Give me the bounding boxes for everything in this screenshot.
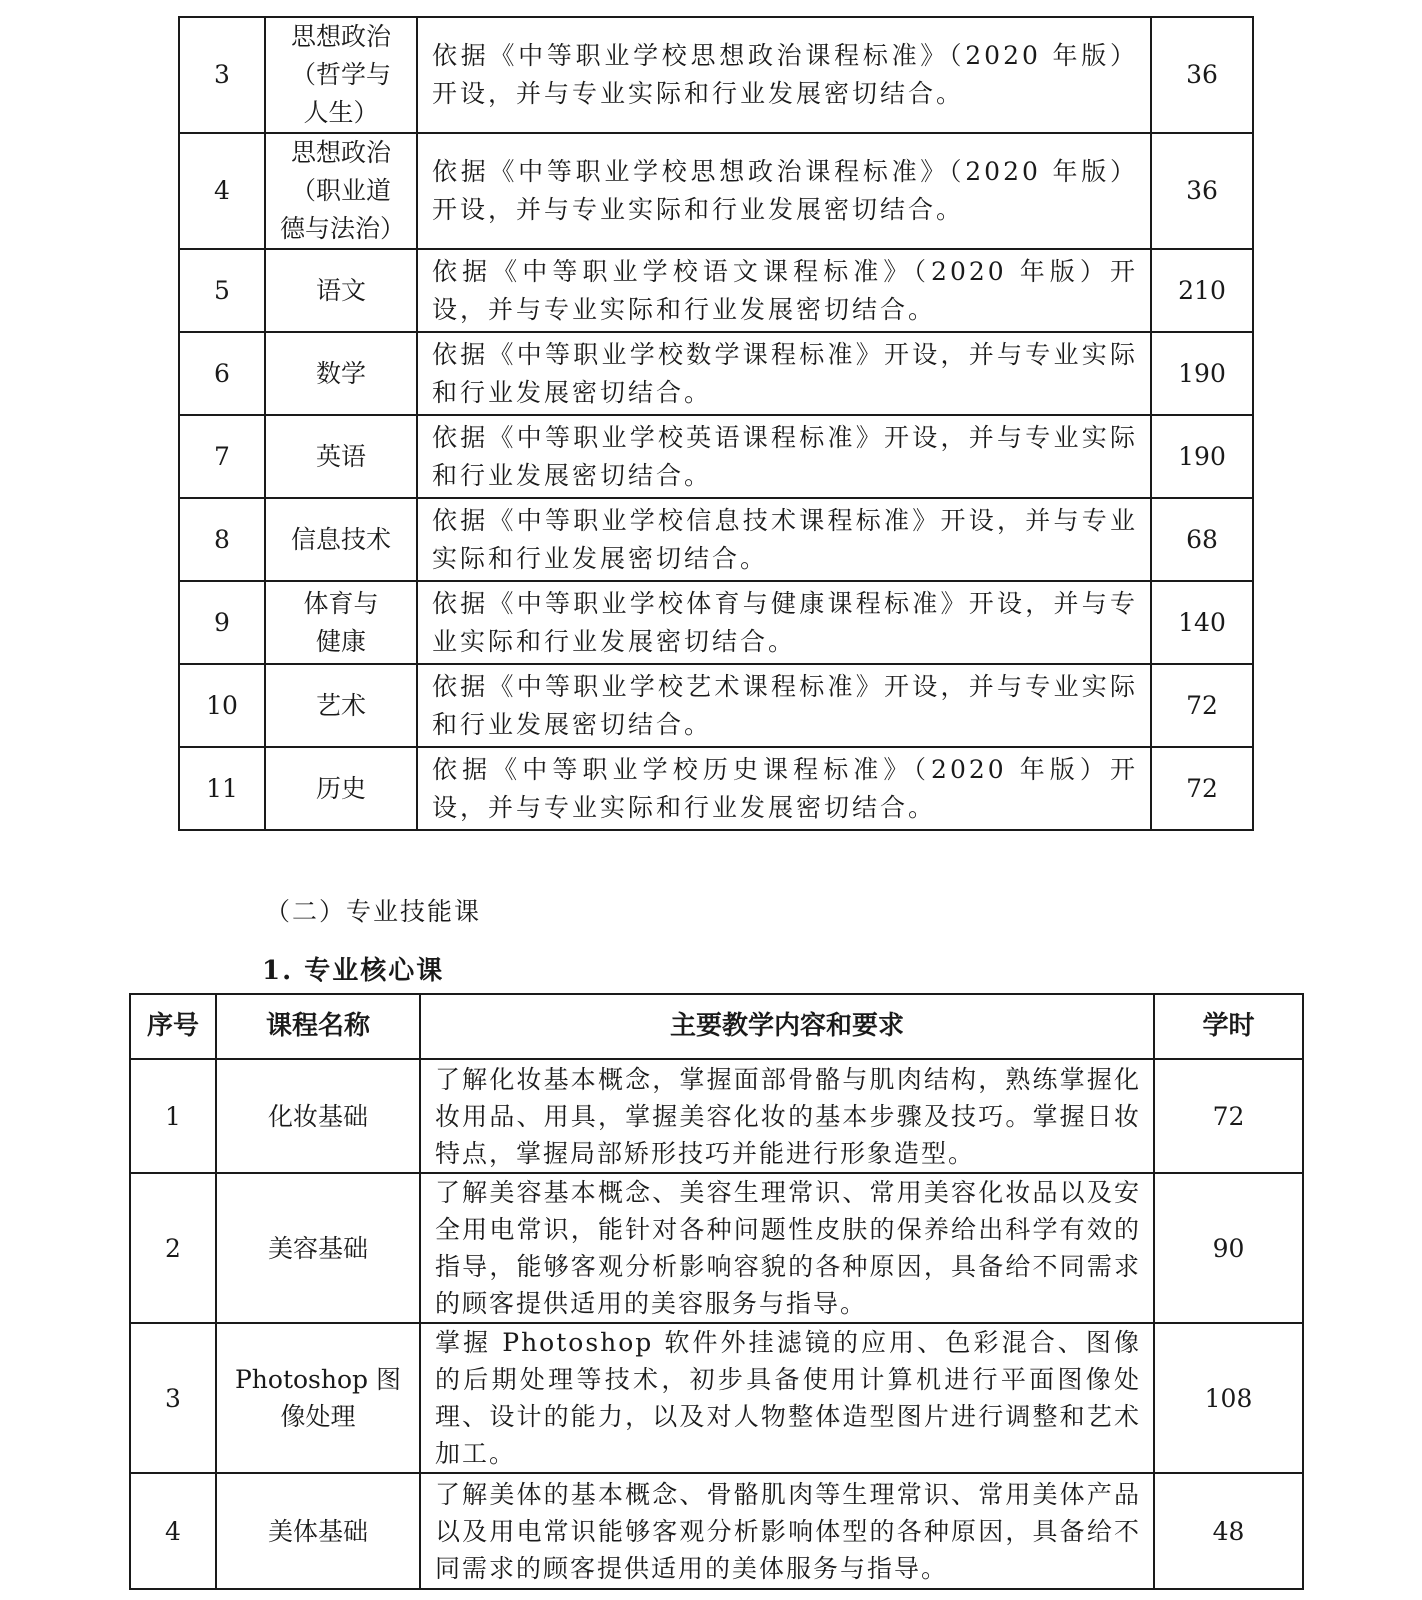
core-course-table xyxy=(129,993,1304,1590)
header-content: 主要教学内容和要求 xyxy=(420,994,1154,1059)
row-number: 1 xyxy=(130,1059,216,1173)
course-content: 依据《中等职业学校英语课程标准》开设，并与专业实际和行业发展密切结合。 xyxy=(417,415,1151,498)
table-row xyxy=(130,1473,1303,1589)
course-content: 掌握 Photoshop 软件外挂滤镜的应用、色彩混合、图像的后期处理等技术，初步具备使用计算机进行平面图像处理、设计的能力，以及对人物整体造型图片进行调整和艺术加工。 xyxy=(420,1323,1154,1473)
section-heading-core-courses: 1. 专业核心课 xyxy=(262,956,445,986)
course-name: 化妆基础 xyxy=(216,1059,420,1173)
table-row xyxy=(179,581,1253,664)
course-name: 语文 xyxy=(265,249,417,332)
course-name: 信息技术 xyxy=(265,498,417,581)
course-name: 思想政治（职业道德与法治） xyxy=(265,133,417,249)
table-row xyxy=(179,747,1253,830)
course-hours: 72 xyxy=(1151,747,1253,830)
section-heading-professional-skills: （二）专业技能课 xyxy=(265,897,482,926)
course-hours: 190 xyxy=(1151,332,1253,415)
table-header-row xyxy=(130,994,1303,1059)
course-hours: 68 xyxy=(1151,498,1253,581)
row-number: 6 xyxy=(179,332,265,415)
table-row xyxy=(179,17,1253,133)
public-course-table xyxy=(178,16,1254,831)
course-hours: 48 xyxy=(1154,1473,1303,1589)
row-number: 9 xyxy=(179,581,265,664)
course-content: 了解美容基本概念、美容生理常识、常用美容化妆品以及安全用电常识，能针对各种问题性皮肤的保养给出科学有效的指导，能够客观分析影响容貌的各种原因，具备给不同需求的顾客提供适用的美容服务与指导。 xyxy=(420,1173,1154,1323)
row-number: 4 xyxy=(130,1473,216,1589)
row-number: 10 xyxy=(179,664,265,747)
course-content: 依据《中等职业学校思想政治课程标准》（2020 年版）开设，并与专业实际和行业发展密切结合。 xyxy=(417,133,1151,249)
row-number: 3 xyxy=(179,17,265,133)
course-content: 了解美体的基本概念、骨骼肌肉等生理常识、常用美体产品以及用电常识能够客观分析影响体型的各种原因，具备给不同需求的顾客提供适用的美体服务与指导。 xyxy=(420,1473,1154,1589)
course-content: 依据《中等职业学校艺术课程标准》开设，并与专业实际和行业发展密切结合。 xyxy=(417,664,1151,747)
row-number: 2 xyxy=(130,1173,216,1323)
course-hours: 210 xyxy=(1151,249,1253,332)
course-hours: 36 xyxy=(1151,17,1253,133)
course-hours: 90 xyxy=(1154,1173,1303,1323)
course-name: 英语 xyxy=(265,415,417,498)
row-number: 5 xyxy=(179,249,265,332)
table-row xyxy=(130,1323,1303,1473)
course-content: 依据《中等职业学校思想政治课程标准》（2020 年版）开设，并与专业实际和行业发展密切结合。 xyxy=(417,17,1151,133)
course-name: 美容基础 xyxy=(216,1173,420,1323)
table-row xyxy=(179,332,1253,415)
course-name: Photoshop 图像处理 xyxy=(216,1323,420,1473)
table-row xyxy=(179,498,1253,581)
course-name: 数学 xyxy=(265,332,417,415)
course-name: 体育与健康 xyxy=(265,581,417,664)
row-number: 3 xyxy=(130,1323,216,1473)
course-name: 艺术 xyxy=(265,664,417,747)
course-name: 思想政治（哲学与人生） xyxy=(265,17,417,133)
table-row xyxy=(130,1173,1303,1323)
course-hours: 190 xyxy=(1151,415,1253,498)
row-number: 7 xyxy=(179,415,265,498)
course-content: 依据《中等职业学校历史课程标准》（2020 年版）开设，并与专业实际和行业发展密切结合。 xyxy=(417,747,1151,830)
course-hours: 36 xyxy=(1151,133,1253,249)
row-number: 11 xyxy=(179,747,265,830)
table-row xyxy=(179,133,1253,249)
table-row xyxy=(179,664,1253,747)
row-number: 8 xyxy=(179,498,265,581)
course-name: 历史 xyxy=(265,747,417,830)
row-number: 4 xyxy=(179,133,265,249)
course-content: 了解化妆基本概念，掌握面部骨骼与肌肉结构，熟练掌握化妆用品、用具，掌握美容化妆的基本步骤及技巧。掌握日妆特点，掌握局部矫形技巧并能进行形象造型。 xyxy=(420,1059,1154,1173)
course-content: 依据《中等职业学校语文课程标准》（2020 年版）开设，并与专业实际和行业发展密切结合。 xyxy=(417,249,1151,332)
header-course-name: 课程名称 xyxy=(216,994,420,1059)
table-row xyxy=(179,415,1253,498)
course-content: 依据《中等职业学校体育与健康课程标准》开设，并与专业实际和行业发展密切结合。 xyxy=(417,581,1151,664)
header-number: 序号 xyxy=(130,994,216,1059)
course-content: 依据《中等职业学校信息技术课程标准》开设，并与专业实际和行业发展密切结合。 xyxy=(417,498,1151,581)
table-row xyxy=(130,1059,1303,1173)
table-row xyxy=(179,249,1253,332)
course-name: 美体基础 xyxy=(216,1473,420,1589)
course-hours: 72 xyxy=(1151,664,1253,747)
header-hours: 学时 xyxy=(1154,994,1303,1059)
course-hours: 140 xyxy=(1151,581,1253,664)
course-hours: 108 xyxy=(1154,1323,1303,1473)
course-hours: 72 xyxy=(1154,1059,1303,1173)
course-content: 依据《中等职业学校数学课程标准》开设，并与专业实际和行业发展密切结合。 xyxy=(417,332,1151,415)
